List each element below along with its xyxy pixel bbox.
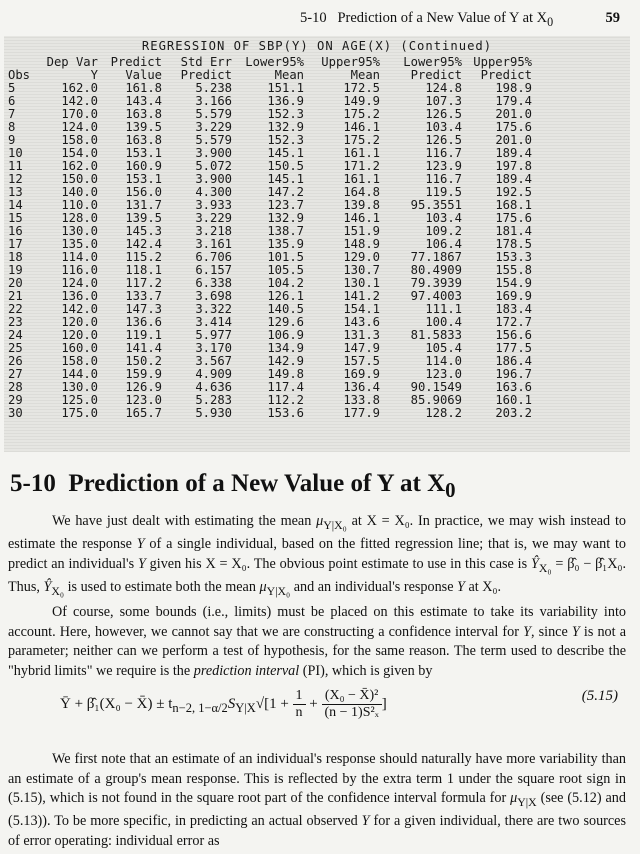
table-cell: 164.8 [343, 185, 380, 199]
table-cell: 149.9 [343, 94, 380, 108]
table-cell: 179.4 [495, 94, 532, 108]
table-cell: 168.1 [495, 198, 532, 212]
table-cell: 112.2 [267, 393, 304, 407]
table-cell: Lower95% [403, 55, 462, 69]
table-cell: 6.338 [195, 276, 232, 290]
table-cell: 19 [8, 263, 23, 277]
table-cell: 116.0 [61, 263, 98, 277]
table-cell: 110.0 [61, 198, 98, 212]
table-cell: 26 [8, 354, 23, 368]
table-cell: 142.0 [61, 302, 98, 316]
table-cell: 3.698 [195, 289, 232, 303]
table-cell: 126.5 [425, 133, 462, 147]
table-cell: 172.5 [343, 81, 380, 95]
table-cell: 28 [8, 380, 23, 394]
table-cell: 12 [8, 172, 23, 186]
table-cell: 124.0 [61, 276, 98, 290]
table-cell: 5 [8, 81, 16, 95]
table-cell: 5.930 [195, 406, 232, 420]
table-cell: 138.7 [267, 224, 304, 238]
table-cell: 153.1 [125, 146, 162, 160]
table-cell: 119.1 [125, 328, 162, 342]
table-cell: 123.0 [425, 367, 462, 381]
table-cell: Predict [480, 68, 532, 82]
table-cell: 178.5 [495, 237, 532, 251]
table-cell: 27 [8, 367, 23, 381]
table-cell: 153.6 [267, 406, 304, 420]
table-cell: 22 [8, 302, 23, 316]
table-cell: 162.0 [61, 159, 98, 173]
table-cell: 11 [8, 159, 23, 173]
table-cell: 107.3 [425, 94, 462, 108]
table-cell: 129.6 [267, 315, 304, 329]
table-cell: 177.5 [495, 341, 532, 355]
table-cell: 123.9 [425, 159, 462, 173]
table-cell: Value [125, 68, 162, 82]
running-head [0, 6, 630, 32]
table-cell: 175.6 [495, 120, 532, 134]
table-cell: 24 [8, 328, 23, 342]
table-cell: 95.3551 [410, 198, 462, 212]
table-cell: Dep Var [46, 55, 98, 69]
table-cell: 186.4 [495, 354, 532, 368]
table-cell: 104.2 [267, 276, 304, 290]
table-cell: 197.8 [495, 159, 532, 173]
table-cell: 3.567 [195, 354, 232, 368]
table-cell: 160.9 [125, 159, 162, 173]
section-heading: 5-10 Prediction of a New Value of Y at $X_0$ [10, 470, 456, 502]
table-cell: 116.7 [425, 172, 462, 186]
table-cell: 20 [8, 276, 23, 290]
printout-title: REGRESSION OF SBP(Y) ON AGE(X) (Continued) [141, 39, 493, 53]
table-cell: 150.0 [61, 172, 98, 186]
table-cell: 128.0 [61, 211, 98, 225]
table-cell: 10 [8, 146, 23, 160]
table-cell: Predict [410, 68, 462, 82]
table-cell: 161.1 [343, 146, 380, 160]
table-cell: 14 [8, 198, 23, 212]
table-cell: Upper95% [321, 55, 380, 69]
table-cell: 79.3939 [410, 276, 462, 290]
table-cell: 6 [8, 94, 16, 108]
table-cell: 17 [8, 237, 23, 251]
table-cell: 7 [8, 107, 16, 121]
table-cell: 160.1 [495, 393, 532, 407]
table-cell: 133.7 [125, 289, 162, 303]
table-cell: 134.9 [267, 341, 304, 355]
table-cell: 143.4 [125, 94, 162, 108]
table-cell: 142.4 [125, 237, 162, 251]
table-cell: 16 [8, 224, 23, 238]
table-cell: 156.0 [125, 185, 162, 199]
table-cell: 141.4 [125, 341, 162, 355]
table-cell: 124.0 [61, 120, 98, 134]
table-cell: 156.6 [495, 328, 532, 342]
table-cell: 158.0 [61, 354, 98, 368]
table-cell: 171.2 [343, 159, 380, 173]
table-cell: 132.9 [267, 120, 304, 134]
table-cell: 170.0 [61, 107, 98, 121]
table-cell: 150.2 [125, 354, 162, 368]
paragraph-2: Of course, some bounds (i.e., limits) must be placed on this estimate to take its variability into account. Here, however, we cannot say that we are constructing a confidence interval for Y, since Y is not a parameter; neither can we perform a test of hypothesis, for the same reason. The term used to describe the "hybrid limits" we require is the prediction interval (PI), which is given by [8, 604, 626, 679]
table-cell: 3.900 [195, 172, 232, 186]
table-cell: 5.977 [195, 328, 232, 342]
equation-5-15 [60, 668, 630, 726]
table-cell: 106.9 [267, 328, 304, 342]
table-cell: 160.0 [61, 341, 98, 355]
table-cell: 3.166 [195, 94, 232, 108]
table-cell: 181.4 [495, 224, 532, 238]
table-cell: 3.900 [195, 146, 232, 160]
table-cell: 161.8 [125, 81, 162, 95]
table-cell: 139.8 [343, 198, 380, 212]
table-cell: 147.9 [343, 341, 380, 355]
equation-body: Ȳ + β̂₁(X₀ − X̄) ± $t_{n-2, 1-\alpha/2}S_{Y|X}√[1$ + $\frac{1}{n}$ + $\frac{\text{(X₀ − X̄)²}}{\text{(n − 1)S²ₓ}}$ ] [60, 688, 387, 720]
table-cell: 117.4 [267, 380, 304, 394]
table-cell: 131.3 [343, 328, 380, 342]
table-cell: 29 [8, 393, 23, 407]
table-cell: 169.9 [495, 289, 532, 303]
table-cell: Predict [180, 68, 232, 82]
table-cell: 175.6 [495, 211, 532, 225]
table-cell: Lower95% [245, 55, 304, 69]
table-cell: 192.5 [495, 185, 532, 199]
table-cell: Y [90, 68, 98, 82]
table-cell: 119.5 [425, 185, 462, 199]
table-row [8, 407, 532, 420]
table-cell: 124.8 [425, 81, 462, 95]
table-cell: 135.0 [61, 237, 98, 251]
table-cell: 125.0 [61, 393, 98, 407]
table-cell: 145.3 [125, 224, 162, 238]
table-cell: 141.2 [343, 289, 380, 303]
table-cell: 3.229 [195, 120, 232, 134]
table-cell: 142.9 [267, 354, 304, 368]
table-cell: 145.1 [267, 146, 304, 160]
table-cell: 15 [8, 211, 23, 225]
table-cell: 3.170 [195, 341, 232, 355]
page-number: 59 [605, 10, 620, 26]
table-cell: 3.218 [195, 224, 232, 238]
table-cell: 153.3 [495, 250, 532, 264]
table-cell: 136.0 [61, 289, 98, 303]
table-cell: 90.1549 [410, 380, 462, 394]
table-cell: 4.909 [195, 367, 232, 381]
table-cell: 151.1 [267, 81, 304, 95]
table-cell: 157.5 [343, 354, 380, 368]
equation-number: (5.15) [581, 688, 618, 704]
paragraph-1: We have just dealt with estimating the mean $\mu_{Y|X_0}$ at X = X₀. In practice, we may wish instead to estimate the response Y of a single individual, based on the fitted regression line; that is, we may want to predict an individual's Y given his X = X₀. The obvious point estimate to use in this case is $Ŷ_{X_0}$ = β̂₀ − β̂₁X₀. Thus, $Ŷ_{X_0}$ is used to estimate both the mean $\mu_{Y|X_0}$ and an individual's response Y at X₀. [8, 513, 626, 598]
table-cell: 105.5 [267, 263, 304, 277]
table-cell: 23 [8, 315, 23, 329]
table-cell: 3.161 [195, 237, 232, 251]
table-cell: 3.933 [195, 198, 232, 212]
table-cell: 163.8 [125, 107, 162, 121]
table-cell: 201.0 [495, 133, 532, 147]
running-head-title: 5-10 Prediction of a New Value of Y at $X_0$ [300, 10, 554, 29]
table-cell: 136.6 [125, 315, 162, 329]
table-cell: 97.4003 [410, 289, 462, 303]
table-cell: 149.8 [267, 367, 304, 381]
table-cell: 132.9 [267, 211, 304, 225]
table-cell: Std Err [180, 55, 232, 69]
table-cell: 172.7 [495, 315, 532, 329]
table-cell: 142.0 [61, 94, 98, 108]
table-cell: 30 [8, 406, 23, 420]
table-cell: 103.4 [425, 120, 462, 134]
table-cell: 129.0 [343, 250, 380, 264]
table-cell: 21 [8, 289, 23, 303]
table-cell: 126.1 [267, 289, 304, 303]
table-cell: 5.238 [195, 81, 232, 95]
table-cell: 177.9 [343, 406, 380, 420]
table-cell: 154.0 [61, 146, 98, 160]
table-cell: 154.9 [495, 276, 532, 290]
table-cell: 189.4 [495, 172, 532, 186]
table-cell: 126.9 [125, 380, 162, 394]
table-cell: 147.2 [267, 185, 304, 199]
table-cell: 153.1 [125, 172, 162, 186]
table-cell: 85.9069 [410, 393, 462, 407]
table-cell: 152.3 [267, 107, 304, 121]
table-cell: 5.579 [195, 107, 232, 121]
table-cell: 3.322 [195, 302, 232, 316]
table-cell: Predict [110, 55, 162, 69]
table-cell: 131.7 [125, 198, 162, 212]
table-cell: Mean [350, 68, 380, 82]
table-cell: 146.1 [343, 120, 380, 134]
table-cell: 103.4 [425, 211, 462, 225]
table-cell: 116.7 [425, 146, 462, 160]
table-cell: 133.8 [343, 393, 380, 407]
table-cell: 196.7 [495, 367, 532, 381]
table-cell: 81.5833 [410, 328, 462, 342]
table-cell: 3.229 [195, 211, 232, 225]
table-cell: 175.0 [61, 406, 98, 420]
table-cell: 152.3 [267, 133, 304, 147]
table-cell: 158.0 [61, 133, 98, 147]
table-cell: 77.1867 [410, 250, 462, 264]
table-cell: 139.5 [125, 211, 162, 225]
table-cell: 115.2 [125, 250, 162, 264]
table-cell: 120.0 [61, 328, 98, 342]
table-cell: 6.157 [195, 263, 232, 277]
table-cell: 159.9 [125, 367, 162, 381]
regression-table [8, 56, 532, 420]
table-cell: 120.0 [61, 315, 98, 329]
table-cell: 117.2 [125, 276, 162, 290]
table-cell: 163.8 [125, 133, 162, 147]
table-cell: 9 [8, 133, 16, 147]
paragraph-3: We first note that an estimate of an individual's response should naturally have more variability than an estimate of a group's mean response. This is reflected by the extra term 1 under the square root sign in (5.15), which is not found in the square root part of the confidence interval formula for $\mu_{Y|X}$ (see (5.12) and (5.13)). To be more specific, in predicting an actual observed Y for a given individual, there are two sources of error operating: individual error as [8, 751, 626, 849]
table-cell: 130.1 [343, 276, 380, 290]
table-cell: 130.0 [61, 380, 98, 394]
table-cell: 136.9 [267, 94, 304, 108]
table-cell: 118.1 [125, 263, 162, 277]
table-cell: 140.5 [267, 302, 304, 316]
table-cell: 114.0 [61, 250, 98, 264]
table-cell: 183.4 [495, 302, 532, 316]
regression-printout [4, 36, 630, 452]
table-cell: 150.5 [267, 159, 304, 173]
table-cell: 101.5 [267, 250, 304, 264]
table-cell: 147.3 [125, 302, 162, 316]
table-cell: 148.9 [343, 237, 380, 251]
table-cell: 5.072 [195, 159, 232, 173]
table-cell: 175.2 [343, 133, 380, 147]
table-cell: Mean [274, 68, 304, 82]
table-cell: 18 [8, 250, 23, 264]
table-cell: 162.0 [61, 81, 98, 95]
table-cell: 139.5 [125, 120, 162, 134]
table-cell: 130.0 [61, 224, 98, 238]
table-cell: 189.4 [495, 146, 532, 160]
table-cell: 109.2 [425, 224, 462, 238]
table-cell: 144.0 [61, 367, 98, 381]
table-cell: 4.636 [195, 380, 232, 394]
table-cell: 136.4 [343, 380, 380, 394]
table-cell: 145.1 [267, 172, 304, 186]
table-cell: 154.1 [343, 302, 380, 316]
table-cell: 114.0 [425, 354, 462, 368]
table-cell: 106.4 [425, 237, 462, 251]
table-cell: 6.706 [195, 250, 232, 264]
table-cell: 201.0 [495, 107, 532, 121]
table-cell: 203.2 [495, 406, 532, 420]
table-cell: 163.6 [495, 380, 532, 394]
table-cell: Upper95% [473, 55, 532, 69]
table-cell: 8 [8, 120, 16, 134]
table-cell: 146.1 [343, 211, 380, 225]
table-cell: 3.414 [195, 315, 232, 329]
table-cell: 175.2 [343, 107, 380, 121]
table-cell: 128.2 [425, 406, 462, 420]
table-cell: 140.0 [61, 185, 98, 199]
table-cell: 80.4909 [410, 263, 462, 277]
table-cell: 25 [8, 341, 23, 355]
table-cell: 143.6 [343, 315, 380, 329]
table-cell: 5.579 [195, 133, 232, 147]
table-cell: 4.300 [195, 185, 232, 199]
table-cell: Obs [8, 68, 31, 82]
table-cell: 130.7 [343, 263, 380, 277]
table-cell: 169.9 [343, 367, 380, 381]
table-cell: 198.9 [495, 81, 532, 95]
table-cell: 5.283 [195, 393, 232, 407]
table-cell: 123.0 [125, 393, 162, 407]
table-cell: 13 [8, 185, 23, 199]
table-cell: 135.9 [267, 237, 304, 251]
table-cell: 165.7 [125, 406, 162, 420]
table-cell: 155.8 [495, 263, 532, 277]
table-cell: 161.1 [343, 172, 380, 186]
table-cell: 105.4 [425, 341, 462, 355]
table-cell: 111.1 [425, 302, 462, 316]
table-cell: 151.9 [343, 224, 380, 238]
table-cell: 100.4 [425, 315, 462, 329]
table-cell: 126.5 [425, 107, 462, 121]
table-cell: 123.7 [267, 198, 304, 212]
